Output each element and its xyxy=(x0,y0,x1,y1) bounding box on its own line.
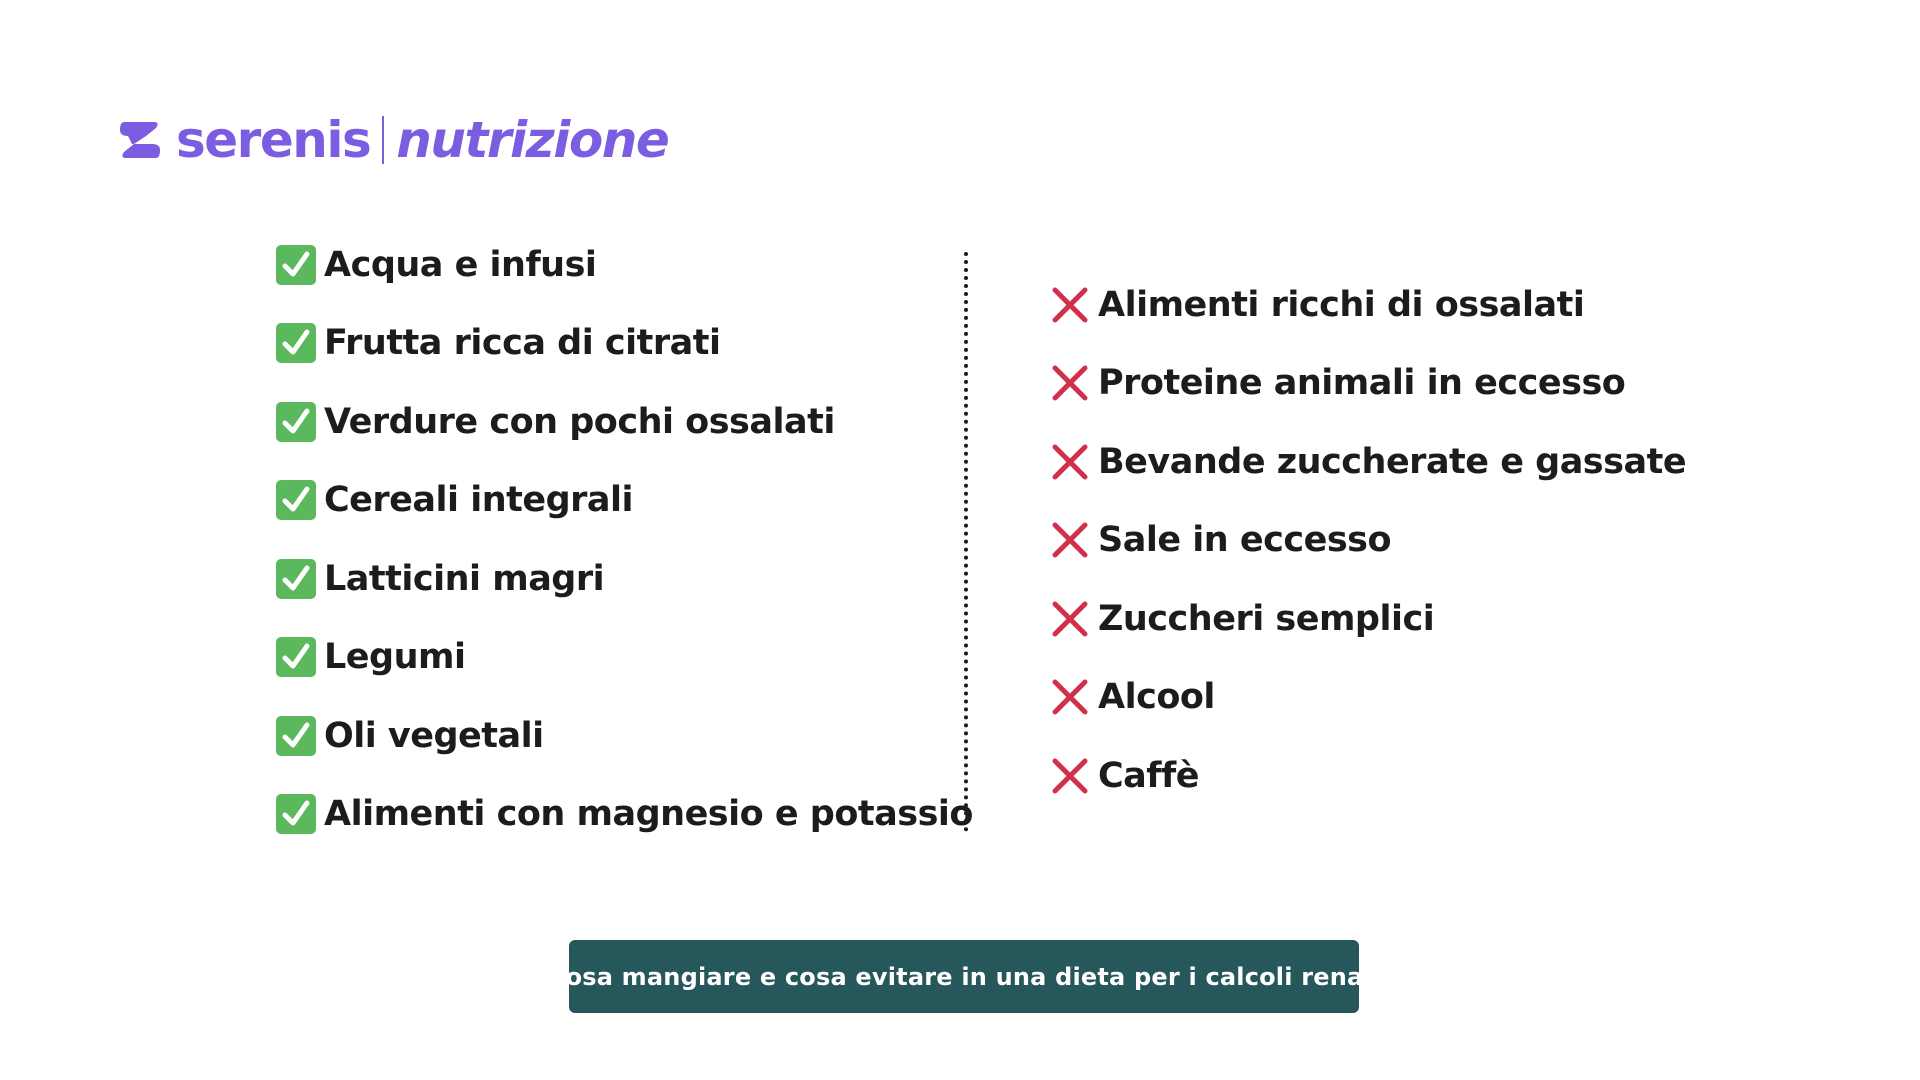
allowed-item-label: Oli vegetali xyxy=(324,716,544,756)
allowed-item xyxy=(276,554,604,604)
allowed-item-label: Frutta ricca di citrati xyxy=(324,323,721,363)
avoid-item-label: Alimenti ricchi di ossalati xyxy=(1098,285,1585,325)
logo-product-text: nutrizione xyxy=(396,111,669,169)
green-check-icon xyxy=(276,637,316,677)
avoid-item xyxy=(1050,672,1215,722)
avoid-item xyxy=(1050,358,1625,408)
allowed-item-label: Verdure con pochi ossalati xyxy=(324,402,835,442)
green-check-icon xyxy=(276,323,316,363)
green-check-icon xyxy=(276,559,316,599)
allowed-item-label: Acqua e infusi xyxy=(324,245,597,285)
green-check-icon xyxy=(276,480,316,520)
green-check-icon xyxy=(276,402,316,442)
dotted-divider xyxy=(964,252,968,832)
caption-text: Cosa mangiare e cosa evitare in una dieta per i calcoli renali xyxy=(547,962,1381,991)
avoid-item-label: Caffè xyxy=(1098,756,1199,796)
red-cross-icon xyxy=(1050,677,1090,717)
allowed-item xyxy=(276,632,465,682)
allowed-item xyxy=(276,240,596,290)
avoid-item xyxy=(1050,594,1434,644)
serenis-s-logo-icon xyxy=(116,116,164,164)
green-check-icon xyxy=(276,245,316,285)
allowed-item xyxy=(276,397,835,447)
green-check-icon xyxy=(276,794,316,834)
caption-banner xyxy=(547,940,1381,1013)
logo-brand-text: serenis xyxy=(176,111,371,169)
allowed-item-label: Alimenti con magnesio e potassio xyxy=(324,794,973,834)
red-cross-icon xyxy=(1050,363,1090,403)
avoid-item-label: Zuccheri semplici xyxy=(1098,599,1435,639)
avoid-item xyxy=(1050,437,1686,487)
allowed-item xyxy=(276,318,721,368)
allowed-item-label: Latticini magri xyxy=(324,559,605,599)
allowed-item xyxy=(276,711,544,761)
red-cross-icon xyxy=(1050,520,1090,560)
avoid-item xyxy=(1050,280,1584,330)
logo-separator xyxy=(382,116,384,164)
red-cross-icon xyxy=(1050,442,1090,482)
avoid-item-label: Proteine animali in eccesso xyxy=(1098,363,1626,403)
allowed-item-label: Legumi xyxy=(324,637,466,677)
avoid-item xyxy=(1050,751,1199,801)
allowed-item xyxy=(276,789,973,839)
avoid-item xyxy=(1050,515,1391,565)
red-cross-icon xyxy=(1050,599,1090,639)
serenis-nutrizione-logo xyxy=(116,112,668,168)
avoid-item-label: Bevande zuccherate e gassate xyxy=(1098,442,1687,482)
avoid-item-label: Sale in eccesso xyxy=(1098,520,1392,560)
avoid-item-label: Alcool xyxy=(1098,677,1215,717)
allowed-item-label: Cereali integrali xyxy=(324,480,634,520)
red-cross-icon xyxy=(1050,756,1090,796)
allowed-item xyxy=(276,475,633,525)
red-cross-icon xyxy=(1050,285,1090,325)
green-check-icon xyxy=(276,716,316,756)
